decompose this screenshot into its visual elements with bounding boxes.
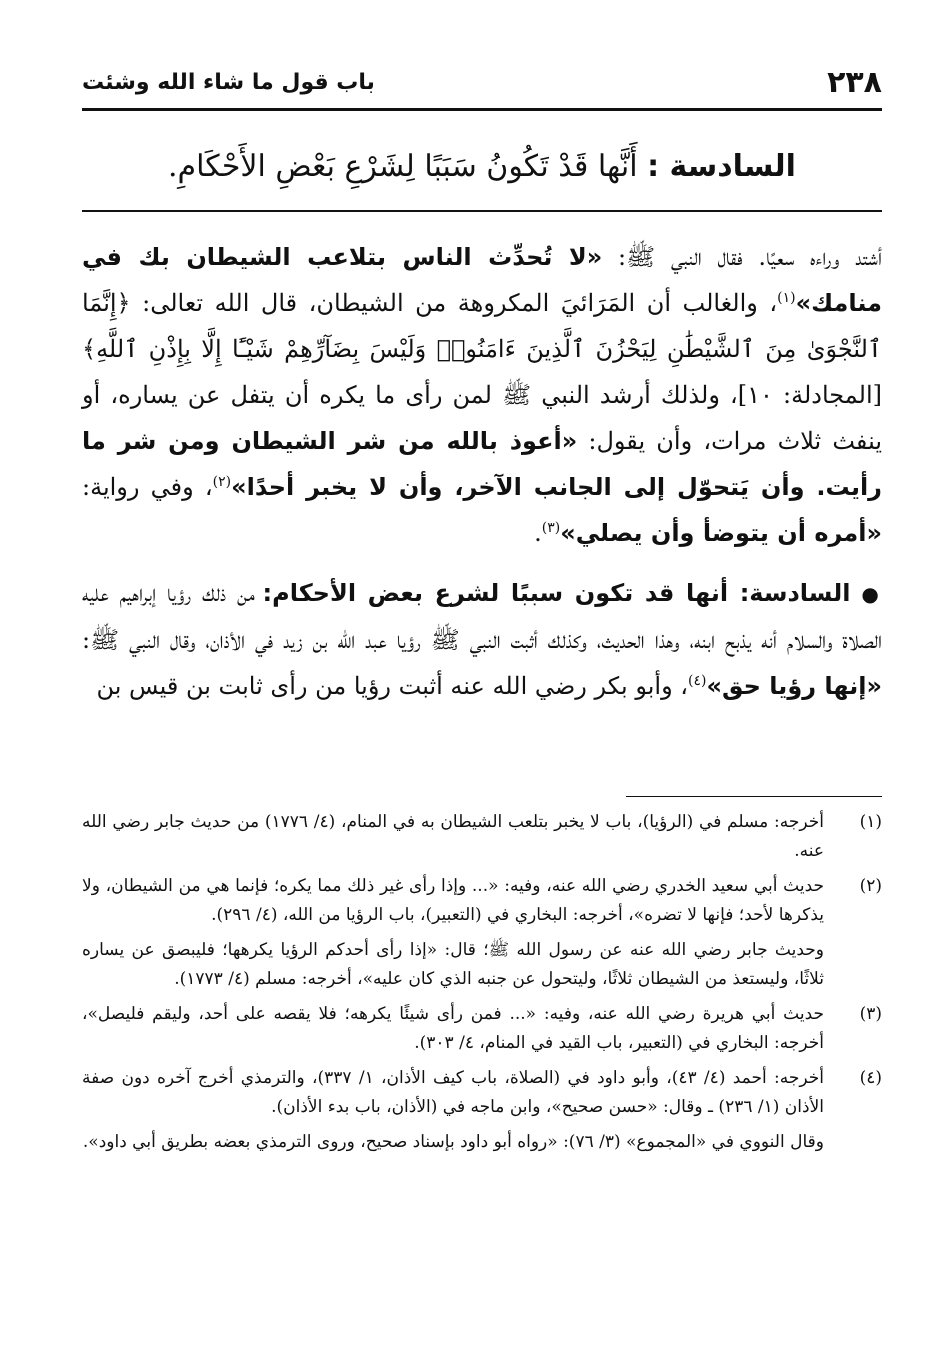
footnote-text: حديث أبي سعيد الخدري رضي الله عنه، وفيه: «... وإذا رأى غير ذلك مما يكره؛ فإنما هي من الشيطان، ولا يذكرها لأحد؛ فإنها لا تضره»، أخرجه: البخاري في (التعبير)، باب الرؤيا من الله، (٤/ ٢٩٦). [82,876,824,925]
page-number: ٢٣٨ [827,64,882,100]
footnote-text: أخرجه: أحمد (٤/ ٤٣)، وأبو داود في (الصلاة، باب كيف الأذان، ١/ ٣٣٧)، والترمذي أخرج آخره دون صفة الأذان (١/ ٢٣٦) ـ وقال: «حسن صحيح»، وابن ماجه في (الأذان، باب بدء الأذان). [82,1068,825,1117]
paragraph-1-text-1: أشتد وراءه سعيًا. فقال النبي ﷺ: [602,243,882,271]
footnote [82,808,882,866]
footnote [82,1064,882,1122]
footnote-continuation: وقال النووي في «المجموع» (٣/ ٧٦): «رواه أبو داود بإسناد صحيح، وروى الترمذي بعضه بطريق أبي داود». [82,1132,824,1152]
footnote-number: (١) [859,812,882,832]
footnote [82,872,882,930]
paragraph-2-text-2: ، وأبو بكر رضي الله عنه أثبت رؤيا من رأى ثابت بن قيس بن [96,672,689,700]
header-rule [82,108,882,111]
footnote-number: (٣) [859,1004,882,1024]
footnote-continuation: وحديث جابر رضي الله عنه عن رسول الله ﷺ؛ قال: «إذا رأى أحدكم الرؤيا يكرهها؛ فليبصق عن يساره ثلاثًا، وليستعذ من الشيطان ثلاثًا، وليتحول عن جنبه الذي كان عليه»، أخرجه: مسلم (٤/ ١٧٧٣). [82,940,824,989]
paragraph-2-text-1: من ذلك رؤيا إبراهيم عليه الصلاة والسلام أنه يذبح ابنه، وهذا الحديث، وكذلك أثبت النبي ﷺ رؤيا عبد الله بن زيد في الأذان، وقال النبي ﷺ: [82,579,882,654]
footnote-text: أخرجه: مسلم في (الرؤيا)، باب لا يخبر بتلعب الشيطان به في المنام، (٤/ ١٧٧٦) من حديث جابر رضي الله عنه. [82,812,824,861]
footnote-number: (٤) [859,1068,882,1088]
hadith-quote-3: «أمره أن يتوضأ وأن يصلي» [560,519,882,547]
paragraph-1-text-3: [المجادلة: ١٠]، ولذلك أرشد النبي ﷺ لمن رأى ما يكره أن يتفل عن يساره، أو ينفث ثلاث مرات، وأن يقول: [82,381,883,455]
running-title: باب قول ما شاء الله وشئت [82,69,375,95]
section-banner-text: أَنَّها قَدْ تَكُونُ سَبَبًا لِشَرْعِ بَعْضِ الأَحْكَامِ. [168,149,638,184]
hadith-quote-1: «لا تُحدِّث الناس بتلاعب الشيطان بك في منامك» [82,243,882,317]
page-header [82,60,882,104]
section-banner-label: السادسة : [647,149,796,184]
footnote-separator [626,796,882,797]
paragraph-1-text-4: ، وفي رواية: [82,473,213,501]
paragraph-1-end: . [534,519,542,547]
section-heading: السادسة: أنها قد تكون سببًا لشرع بعض الأحكام: [262,579,851,607]
footnote-number: (٢) [859,876,882,896]
paragraph-1 [82,234,882,556]
footnote-text: حديث أبي هريرة رضي الله عنه، وفيه: «... فمن رأى شيئًا يكرهه؛ فلا يقصه على أحد، وليقم فليصل»، أخرجه: البخاري في (التعبير، باب القيد في المنام، ٤/ ٣٠٣). [82,1004,824,1053]
bullet-icon: ● [861,582,883,606]
footnotes [82,808,882,1163]
hadith-quote-4: «إنها رؤيا حق» [706,672,882,700]
footnote [82,1000,882,1058]
paragraph-1-text-2: ، والغالب أن المَرَائيَ المكروهة من الشيطان، قال الله تعالى: [130,289,778,317]
footnote-ref-2: (٢) [212,474,232,490]
quran-verse: ﴿إِنَّمَا ٱلنَّجْوَىٰ مِنَ ٱلشَّيْطَٰنِ لِيَحْزُنَ ٱلَّذِينَ ءَامَنُوا۟ وَلَيْسَ بِضَآرِّهِمْ شَيْـًٔا إِلَّا بِإِذْنِ ٱللَّهِ﴾ [82,289,882,363]
footnote-ref-1: (١) [777,290,796,306]
footnote-ref-3: (٣) [541,520,561,536]
banner-rule [82,210,882,212]
paragraph-2 [82,570,882,709]
footnote-ref-4: (٤) [688,673,707,689]
hadith-quote-2: «أعوذ بالله من شر الشيطان ومن شر ما رأيت. وأن يَتحوّل إلى الجانب الآخر، وأن لا يخبر أحدًا» [82,427,882,501]
main-text [82,234,882,709]
section-banner [82,132,882,202]
